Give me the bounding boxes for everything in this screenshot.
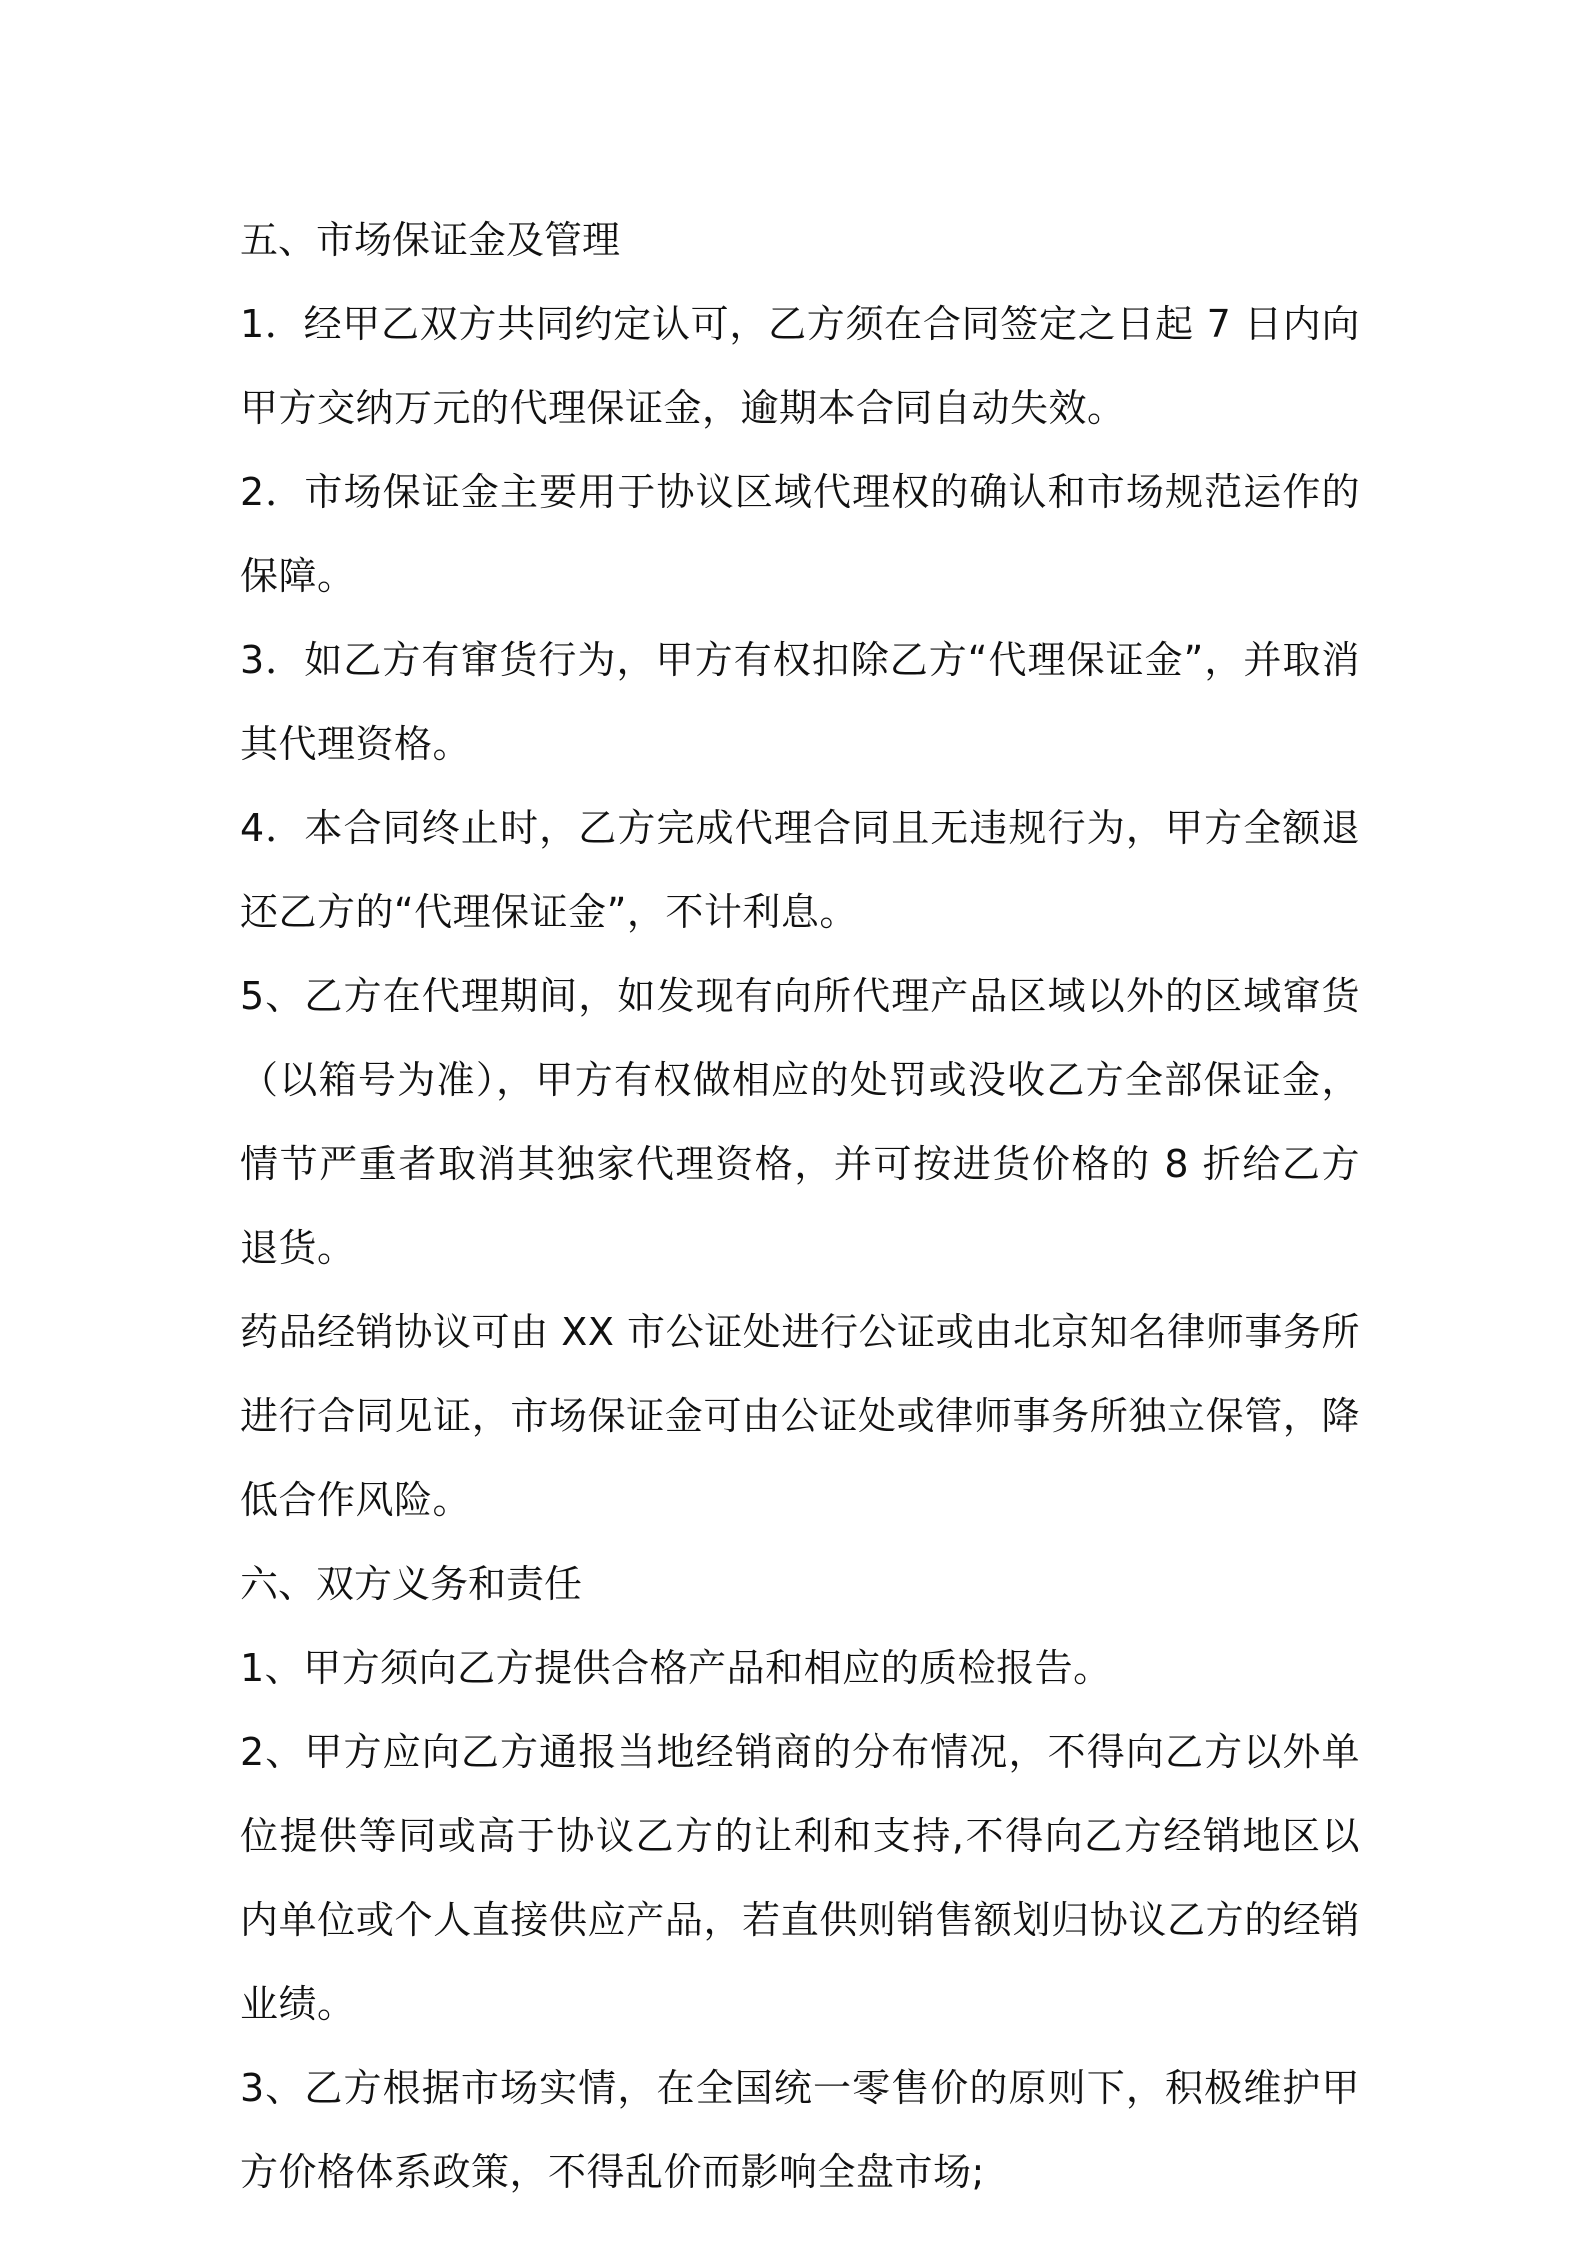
section-6-clause-2: 2、甲方应向乙方通报当地经销商的分布情况，不得向乙方以外单位提供等同或高于协议乙方的让利和支持,不得向乙方经销地区以内单位或个人直接供应产品，若直供则销售额划归协议乙方的经销业绩。 (240, 1730, 1360, 2026)
document-body (240, 198, 1360, 2214)
section-5-title: 五、市场保证金及管理 (240, 218, 621, 262)
section-6-clause-3: 3、乙方根据市场实情，在全国统一零售价的原则下，积极维护甲方价格体系政策，不得乱价而影响全盘市场; (240, 2066, 1360, 2194)
section-5-clause-1: 1．经甲乙双方共同约定认可，乙方须在合同签定之日起 7 日内向甲方交纳万元的代理保证金，逾期本合同自动失效。 (240, 302, 1360, 430)
section-5-note: 药品经销协议可由 XX 市公证处进行公证或由北京知名律师事务所进行合同见证，市场保证金可由公证处或律师事务所独立保管，降低合作风险。 (240, 1310, 1360, 1522)
section-5-clause-5: 5、乙方在代理期间，如发现有向所代理产品区域以外的区域窜货（以箱号为准），甲方有权做相应的处罚或没收乙方全部保证金，情节严重者取消其独家代理资格，并可按进货价格的 8 折给乙方退货。 (240, 974, 1360, 1270)
section-5-clause-2: 2．市场保证金主要用于协议区域代理权的确认和市场规范运作的保障。 (240, 470, 1360, 598)
section-6-clause-1: 1、甲方须向乙方提供合格产品和相应的质检报告。 (240, 1646, 1112, 1690)
section-6-title: 六、双方义务和责任 (240, 1562, 583, 1606)
section-5-clause-4: 4．本合同终止时，乙方完成代理合同且无违规行为，甲方全额退还乙方的“代理保证金”，不计利息。 (240, 806, 1360, 934)
section-5-clause-3: 3．如乙方有窜货行为，甲方有权扣除乙方“代理保证金”，并取消其代理资格。 (240, 638, 1360, 766)
